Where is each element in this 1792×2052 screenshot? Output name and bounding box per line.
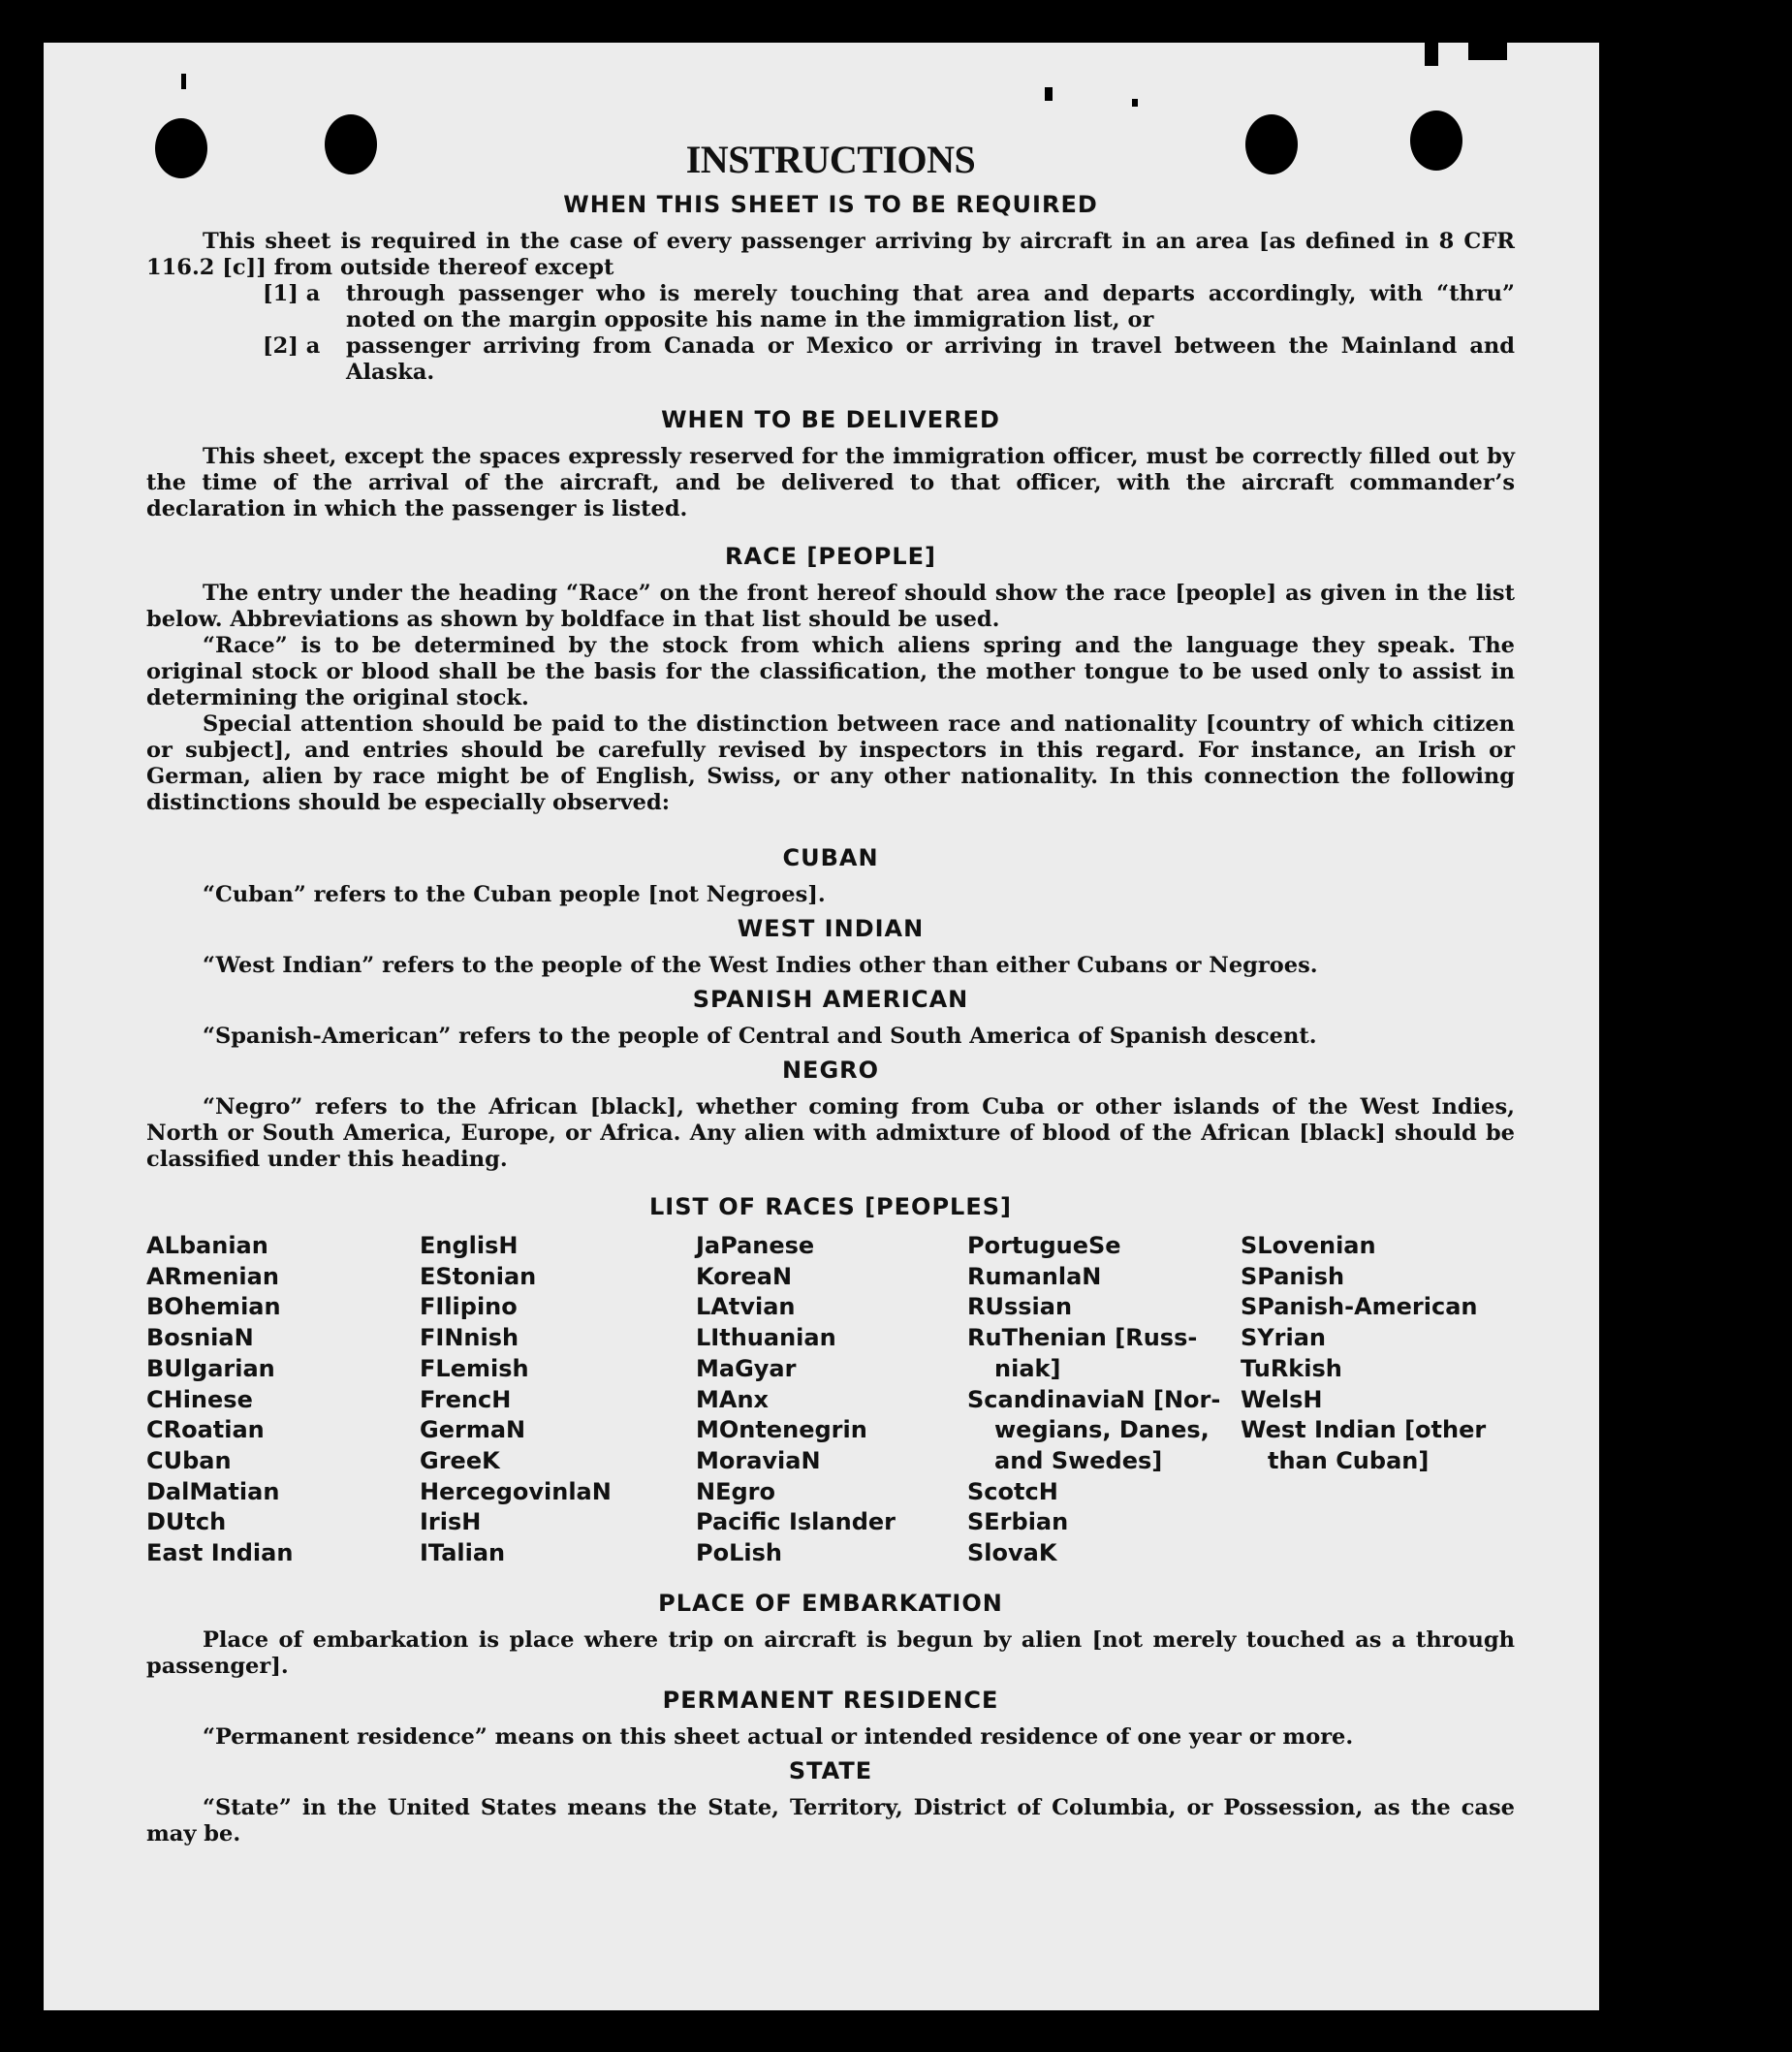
race-entry: FLemish	[420, 1354, 529, 1382]
race-entry: FIlipino	[420, 1293, 518, 1321]
race-entry: GermaN	[420, 1416, 526, 1444]
race-entry: MAnx	[696, 1385, 770, 1413]
race-entry: West Indian [other	[1241, 1416, 1487, 1444]
race-entry: SErbian	[967, 1508, 1069, 1536]
west-indian-text: “West Indian” refers to the people of the West Indies other than either Cubans or Negroes.	[203, 953, 1318, 978]
race-entry: niak]	[994, 1354, 1061, 1382]
race-entry: BUlgarian	[146, 1354, 275, 1382]
residence-text: “Permanent residence” means on this sheet actual or intended residence of one year or more.	[203, 1723, 1354, 1750]
race-paragraph-1: The entry under the heading “Race” on the front hereof should show the race [people] as given in the list below. Abbreviations as shown by boldface in that list should be used.	[146, 581, 1515, 632]
race-entry: ALbanian	[146, 1232, 268, 1259]
race-entry: LAtvian	[696, 1293, 796, 1321]
race-entry: BOhemian	[146, 1293, 281, 1321]
race-entry: MOntenegrin	[696, 1416, 867, 1444]
race-entry: EnglisH	[420, 1232, 519, 1259]
races-column-1	[146, 1231, 420, 1569]
heading-residence: PERMANENT RESIDENCE	[662, 1686, 999, 1714]
list-item	[146, 333, 1515, 386]
race-entry: DalMatian	[146, 1477, 280, 1505]
heading-list-of-races: LIST OF RACES [PEOPLES]	[649, 1193, 1012, 1220]
race-entry: FINnish	[420, 1324, 519, 1352]
heading-cuban: CUBAN	[782, 844, 879, 871]
race-entry: FrencH	[420, 1385, 512, 1413]
race-entry: KoreaN	[696, 1262, 793, 1290]
races-list	[146, 1231, 1515, 1569]
race-entry: JaPanese	[696, 1232, 815, 1259]
list-item	[146, 281, 1515, 333]
race-entry: SPanish	[1241, 1262, 1345, 1290]
race-entry: Pacific Islander	[696, 1508, 896, 1536]
heading-embarkation: PLACE OF EMBARKATION	[658, 1589, 1003, 1617]
race-entry: and Swedes]	[994, 1446, 1163, 1474]
race-entry: TuRkish	[1241, 1354, 1342, 1382]
speck	[1468, 43, 1507, 60]
heading-race: RACE [PEOPLE]	[724, 543, 937, 570]
heading-state: STATE	[788, 1756, 873, 1784]
race-entry: CUban	[146, 1446, 232, 1474]
heading-west-indian: WEST INDIAN	[737, 915, 925, 942]
race-entry: SLovenian	[1241, 1232, 1376, 1259]
race-paragraph-3: Special attention should be paid to the distinction between race and nationality [country of which citizen or subject], and entries should be carefully revised by inspectors in this regard. For instance, an Irish or German, alien by race might be of English, Swiss, or any other nationality. In this connection the following distinctions should be especially observed:	[146, 711, 1515, 815]
page-title: INSTRUCTIONS	[685, 138, 976, 181]
heading-negro: NEGRO	[781, 1057, 880, 1084]
instruction-sheet	[44, 43, 1599, 2010]
race-entry: wegians, Danes,	[994, 1416, 1210, 1444]
race-entry: GreeK	[420, 1446, 500, 1474]
races-column-2	[420, 1231, 696, 1569]
race-entry: DUtch	[146, 1508, 227, 1536]
race-entry: than Cuban]	[1268, 1446, 1430, 1474]
race-entry: ScandinaviaN [Nor-	[967, 1385, 1221, 1413]
race-entry: RumanlaN	[967, 1262, 1102, 1290]
race-paragraph-2: “Race” is to be determined by the stock from which aliens spring and the language they speak. The original stock or blood shall be the basis for the classification, the mother tongue to be used only to assist in determining the original stock.	[146, 633, 1515, 710]
race-entry: LIthuanian	[696, 1324, 836, 1352]
race-entry: CRoatian	[146, 1416, 265, 1444]
race-entry: ScotcH	[967, 1477, 1058, 1505]
race-entry: ARmenian	[146, 1262, 279, 1290]
item-text: passenger arriving from Canada or Mexico or arriving in travel between the Mainland and Alaska.	[346, 333, 1515, 385]
race-entry: SYrian	[1241, 1324, 1327, 1352]
spanish-american-text: “Spanish-American” refers to the people of Central and South America of Spanish descent.	[203, 1024, 1317, 1049]
races-column-4	[967, 1231, 1241, 1569]
cuban-text: “Cuban” refers to the Cuban people [not Negroes].	[203, 882, 826, 907]
speck	[1045, 87, 1053, 101]
race-entry: NEgro	[696, 1477, 775, 1505]
delivered-text: This sheet, except the spaces expressly reserved for the immigration officer, must be correctly filled out by the time of the arrival of the aircraft, and be delivered to that officer, with the aircraft commander’s declaration in which the passenger is listed.	[146, 444, 1515, 521]
heading-delivered: WHEN TO BE DELIVERED	[661, 406, 1000, 433]
race-entry: PortugueSe	[967, 1232, 1121, 1259]
race-entry: EStonian	[420, 1262, 537, 1290]
speck	[1425, 43, 1438, 66]
heading-spanish-american: SPANISH AMERICAN	[692, 986, 969, 1013]
races-column-5	[1241, 1231, 1515, 1569]
race-entry: MaGyar	[696, 1354, 797, 1382]
race-entry: IrisH	[420, 1508, 482, 1536]
races-column-3	[696, 1231, 967, 1569]
race-entry: RUssian	[967, 1293, 1073, 1321]
race-entry: ITalian	[420, 1539, 506, 1567]
race-entry: SPanish-American	[1241, 1293, 1478, 1321]
item-number: [1] a	[263, 281, 321, 306]
negro-text: “Negro” refers to the African [black], whether coming from Cuba or other islands of the West Indies, North or South America, Europe, or Africa. Any alien with admixture of blood of the African [black] should be classified under this heading.	[146, 1094, 1515, 1172]
heading-required: WHEN THIS SHEET IS TO BE REQUIRED	[563, 191, 1098, 218]
state-text: “State” in the United States means the State, Territory, District of Columbia, or Possession, as the case may be.	[146, 1794, 1515, 1847]
race-entry: MoraviaN	[696, 1446, 821, 1474]
speck	[181, 74, 186, 89]
required-intro: This sheet is required in the case of every passenger arriving by aircraft in an area [as defined in 8 CFR 116.2 [c]] from outside thereof except	[146, 229, 1515, 280]
embarkation-text: Place of embarkation is place where trip on aircraft is begun by alien [not merely touched as a through passenger].	[146, 1626, 1515, 1679]
item-number: [2] a	[263, 333, 321, 359]
document-body	[146, 136, 1515, 1847]
race-entry: SlovaK	[967, 1539, 1057, 1567]
race-entry: WelsH	[1241, 1385, 1323, 1413]
race-entry: BosniaN	[146, 1324, 254, 1352]
race-entry: PoLish	[696, 1539, 782, 1567]
item-text: through passenger who is merely touching that area and departs accordingly, with “thru” noted on the margin opposite his name in the immigration list, or	[346, 281, 1515, 332]
race-entry: RuThenian [Russ-	[967, 1324, 1198, 1352]
race-entry: HercegovinlaN	[420, 1477, 612, 1505]
race-entry: East Indian	[146, 1539, 294, 1567]
speck	[1132, 99, 1138, 107]
race-entry: CHinese	[146, 1385, 253, 1413]
